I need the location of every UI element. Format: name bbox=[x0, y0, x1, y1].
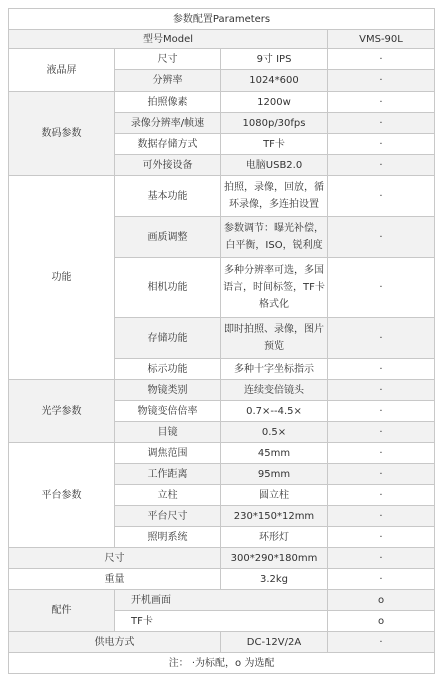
eyepiece-value: 0.5× bbox=[221, 422, 328, 443]
store-label: 存储功能 bbox=[115, 318, 221, 359]
accessories-section-label: 配件 bbox=[9, 590, 115, 632]
image-value bbox=[221, 217, 328, 258]
lighting-std: · bbox=[328, 527, 435, 548]
store-line: 预览 bbox=[264, 341, 284, 352]
parameter-table bbox=[8, 8, 435, 674]
lcd-size-label: 尺寸 bbox=[115, 49, 221, 70]
zoom-std: · bbox=[328, 401, 435, 422]
size-std: · bbox=[328, 548, 435, 569]
working-distance-label: 工作距离 bbox=[115, 464, 221, 485]
lcd-res-value: 1024*600 bbox=[221, 70, 328, 92]
basic-value bbox=[221, 176, 328, 217]
power-std: · bbox=[328, 632, 435, 653]
eyepiece-std: · bbox=[328, 422, 435, 443]
pillar-value: 圆立柱 bbox=[221, 485, 328, 506]
camera-line: 格式化 bbox=[259, 299, 289, 310]
photo-label: 拍照像素 bbox=[115, 92, 221, 113]
video-label: 录像分辨率/帧速 bbox=[115, 113, 221, 134]
eyepiece-label: 目镜 bbox=[115, 422, 221, 443]
camera-line: 语言，时间标签，TF卡 bbox=[223, 282, 325, 293]
size-label: 尺寸 bbox=[9, 548, 221, 569]
store-std: · bbox=[328, 318, 435, 359]
lcd-size-std: · bbox=[328, 49, 435, 70]
store-value bbox=[221, 318, 328, 359]
focus-value: 45mm bbox=[221, 443, 328, 464]
tf-card-std: o bbox=[328, 611, 435, 632]
image-line: 白平衡，ISO，锐利度 bbox=[225, 240, 323, 251]
model-label: 型号Model bbox=[9, 30, 328, 49]
size-value: 300*290*180mm bbox=[221, 548, 328, 569]
weight-std: · bbox=[328, 569, 435, 590]
focus-std: · bbox=[328, 443, 435, 464]
focus-label: 调焦范围 bbox=[115, 443, 221, 464]
image-line: 参数调节：曝光补偿， bbox=[224, 223, 324, 234]
camera-label: 相机功能 bbox=[115, 258, 221, 318]
lighting-label: 照明系统 bbox=[115, 527, 221, 548]
stage-size-std: · bbox=[328, 506, 435, 527]
lcd-res-std: · bbox=[328, 70, 435, 92]
basic-label: 基本功能 bbox=[115, 176, 221, 217]
storage-value: TF卡 bbox=[221, 134, 328, 155]
basic-std: · bbox=[328, 176, 435, 217]
objective-type-value: 连续变倍镜头 bbox=[221, 380, 328, 401]
video-std: · bbox=[328, 113, 435, 134]
stage-size-value: 230*150*12mm bbox=[221, 506, 328, 527]
weight-value: 3.2kg bbox=[221, 569, 328, 590]
boot-screen-label: 开机画面 bbox=[115, 590, 328, 611]
stage-size-label: 平台尺寸 bbox=[115, 506, 221, 527]
table-title: 参数配置Parameters bbox=[9, 9, 435, 30]
pillar-std: · bbox=[328, 485, 435, 506]
storage-label: 数据存储方式 bbox=[115, 134, 221, 155]
objective-type-std: · bbox=[328, 380, 435, 401]
weight-label: 重量 bbox=[9, 569, 221, 590]
power-label: 供电方式 bbox=[9, 632, 221, 653]
store-line: 即时拍照、录像，图片 bbox=[224, 324, 324, 335]
basic-line: 环录像，多连拍设置 bbox=[229, 199, 319, 210]
mark-std: · bbox=[328, 359, 435, 380]
working-distance-value: 95mm bbox=[221, 464, 328, 485]
boot-screen-std: o bbox=[328, 590, 435, 611]
camera-std: · bbox=[328, 258, 435, 318]
digital-section-label: 数码参数 bbox=[9, 92, 115, 176]
table-note: 注： ·为标配，o 为选配 bbox=[9, 653, 435, 674]
photo-std: · bbox=[328, 92, 435, 113]
power-value: DC-12V/2A bbox=[221, 632, 328, 653]
ext-value: 电脑USB2.0 bbox=[221, 155, 328, 176]
camera-value bbox=[221, 258, 328, 318]
basic-line: 拍照，录像，回放，循 bbox=[224, 182, 324, 193]
image-label: 画质调整 bbox=[115, 217, 221, 258]
photo-value: 1200w bbox=[221, 92, 328, 113]
functions-section-label: 功能 bbox=[9, 176, 115, 380]
optics-section-label: 光学参数 bbox=[9, 380, 115, 443]
objective-type-label: 物镜类别 bbox=[115, 380, 221, 401]
pillar-label: 立柱 bbox=[115, 485, 221, 506]
platform-section-label: 平台参数 bbox=[9, 443, 115, 548]
lcd-res-label: 分辨率 bbox=[115, 70, 221, 92]
zoom-value: 0.7×--4.5× bbox=[221, 401, 328, 422]
image-std: · bbox=[328, 217, 435, 258]
video-value: 1080p/30fps bbox=[221, 113, 328, 134]
ext-std: · bbox=[328, 155, 435, 176]
working-distance-std: · bbox=[328, 464, 435, 485]
model-value: VMS-90L bbox=[328, 30, 435, 49]
storage-std: · bbox=[328, 134, 435, 155]
lcd-section-label: 液晶屏 bbox=[9, 49, 115, 92]
tf-card-label: TF卡 bbox=[115, 611, 328, 632]
lcd-size-value: 9寸 IPS bbox=[221, 49, 328, 70]
mark-value: 多种十字坐标指示 bbox=[221, 359, 328, 380]
lighting-value: 环形灯 bbox=[221, 527, 328, 548]
ext-label: 可外接设备 bbox=[115, 155, 221, 176]
camera-line: 多种分辨率可选，多国 bbox=[224, 265, 324, 276]
zoom-label: 物镜变倍倍率 bbox=[115, 401, 221, 422]
mark-label: 标示功能 bbox=[115, 359, 221, 380]
